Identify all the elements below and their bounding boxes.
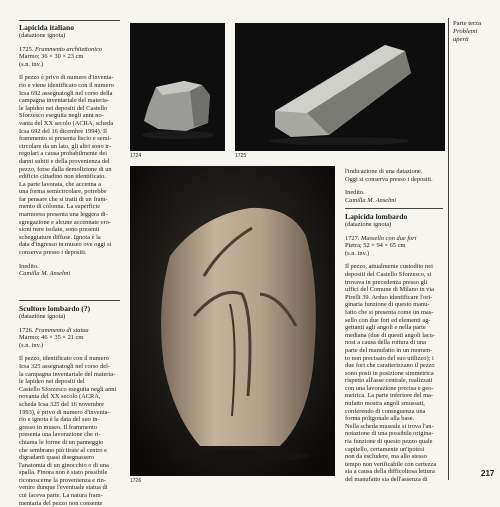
text-line: non da escludere, ma allo stesso (345, 453, 427, 461)
entry-status: Inedito. (345, 189, 365, 197)
architectural-fragment-image (130, 23, 225, 151)
text-line: conserva presso i depositi. (19, 249, 87, 257)
entry-dating: (datazione ignota) (19, 32, 66, 39)
entry-object: Massello con due fori (361, 234, 417, 242)
stone-block-image (235, 23, 445, 151)
text-line: Icsa 692 del 16 dicembre 1994). Il (19, 127, 107, 135)
text-line: La parte lavorata, che accenna a (19, 180, 101, 188)
entry-title: Lapicida italiano (19, 23, 75, 32)
entry-number: 1727. (345, 234, 360, 242)
text-line: sgregazione e alcune accennate ero- (19, 218, 111, 226)
text-line: forma poligonale alla base. (345, 415, 415, 423)
text-line: riconoscerne la provenienza e rin- (19, 476, 106, 484)
text-line: conferendo di conseguenza una (345, 407, 426, 415)
text-line: rio e ignota è la data del suo in- (19, 416, 100, 424)
entry-author: Camilla M. Anselmi (345, 196, 397, 204)
photo-fragment-1724 (130, 23, 225, 151)
text-line: to non precisato del suo utilizzo); i (345, 354, 434, 362)
entry-dating: (datazione ignota) (19, 313, 66, 320)
entry-dating: (datazione ignota) (345, 221, 392, 228)
text-line: marmorea presenta una leggera di- (19, 211, 108, 219)
entry-inventory: (s.n. inv.) (345, 249, 370, 257)
text-line: spalla. Finora non è stato possibile (19, 469, 108, 477)
text-line: l'indicazione di una datazione. (345, 168, 423, 175)
text-line: depositi del Castello Sforzesco, si (345, 270, 432, 278)
text-line: nufatto mostra angoli smussati, (345, 400, 425, 408)
caption-1724: 1724 (130, 153, 142, 159)
text-line: le lapideo nei depositi del (19, 378, 85, 386)
entry-inventory: (s.n. inv.) (19, 60, 44, 68)
text-line: notazione di una possibile origina- (345, 430, 434, 438)
text-line: sello con due fori ed elementi ag- (345, 316, 431, 324)
text-line: sono posti in posizione simmetrica (345, 369, 434, 377)
text-line: gettanti agli angoli e nella parte (345, 324, 426, 332)
text-line: le lapideo nei depositi del Castello (19, 104, 108, 112)
entry-author: Camilla M. Anselmi (19, 270, 71, 278)
text-line: regolari a causa probabilmente dei (19, 150, 108, 158)
text-line: la campagna inventariale del materia- (19, 370, 116, 378)
text-line: far pensare che si tratti di un fram- (19, 195, 108, 203)
text-line: sia a causa della difficoltosa lettura (345, 468, 435, 476)
text-line: Il pezzo, attualmente custodito nei (345, 263, 433, 271)
section-title: Parte terza (453, 20, 482, 27)
caption-1725: 1725 (235, 153, 247, 159)
text-line: Il pezzo, identificato con il numero (19, 355, 109, 363)
page-number: 217 (481, 469, 495, 478)
entry-status: Inedito. (19, 262, 39, 270)
text-line: capitello, certamente un'ipotesi (345, 445, 425, 453)
text-line: gresso in museo. Il frammento (19, 423, 97, 431)
section-sidebar (453, 20, 497, 44)
text-line: pezzo, forse dalla demolizione di un (19, 165, 112, 173)
entry-1726-continuation (345, 168, 443, 204)
text-line: rio e viene identificato con il numero (19, 81, 114, 89)
entry-body (19, 355, 120, 507)
entry-divider-left (19, 300, 120, 301)
text-line: venire dunque l'eventuale statua di (19, 484, 108, 492)
caption-1726: 1726 (130, 478, 142, 484)
text-line: uffici del Comune di Milano in via (345, 286, 434, 294)
text-line: Icsa 325 assegnatogli nel corso del- (19, 362, 111, 370)
text-line: Pirelli 39. Arduo identificare l'ori- (345, 293, 433, 301)
text-line: ginaria funzione di questo manu- (345, 301, 430, 309)
text-line: con una lavorazione precisa e geo- (345, 384, 434, 392)
entry-divider-right (345, 208, 443, 209)
text-line: parte del manufatto in un momen- (345, 346, 433, 354)
statue-fragment-image (130, 166, 335, 476)
sidebar-rule (448, 18, 449, 480)
text-line: digradanti quasi disegnassero (19, 454, 95, 462)
text-line: Il pezzo è privo di numero d'inventa- (19, 74, 114, 82)
entry-body (345, 263, 443, 483)
entry-object: Frammento architettonico (35, 45, 103, 53)
entry-1726 (19, 304, 120, 507)
text-line: frammento si presenta liscio e semi- (19, 135, 112, 143)
entry-1725 (19, 23, 120, 278)
text-line: rispetto all'asse centrale, realizzati (345, 377, 433, 385)
text-line: trovava in precedenza presso gli (345, 278, 428, 286)
text-line: 1993), è privo di numero d'inventa- (19, 408, 110, 416)
text-line: Sforzesco eseguita negli anni no- (19, 112, 104, 120)
continuation-body (345, 168, 443, 183)
section-subtitle-2: aperti (453, 36, 469, 43)
text-line: mento di colonna. La superficie (19, 203, 101, 211)
text-line: campagna inventariale del materia- (19, 97, 109, 105)
text-line: mentaria del pezzo non consente (19, 499, 103, 507)
text-line: sioni nere isolate, sono presenti (19, 226, 100, 234)
text-line: novanta del XX secolo (ACRA, (19, 393, 101, 401)
text-line: presenta una lavorazione che ri- (19, 431, 101, 439)
entry-number: 1725. (19, 45, 34, 53)
text-line: Icsa 692 assegnatogli nel corso della (19, 89, 113, 97)
text-line: tempo non verificabile con certezza (345, 460, 437, 468)
text-line: del manufatto sia dell'assenza di (345, 476, 428, 483)
top-rule-left (19, 20, 120, 21)
text-line: una forma semicircolare, potrebbe (19, 188, 107, 196)
text-line: fatto che si presenta come un mas- (345, 308, 434, 316)
text-line: nosi a causa della rottura di una (345, 339, 426, 347)
text-line: Nella scheda museale si trova l'an- (345, 422, 434, 430)
text-line: edificio cittadino non identificato. (19, 173, 106, 181)
photo-block-1725 (235, 23, 445, 151)
section-subtitle-1: Problemi (453, 28, 478, 35)
text-line: Oggi si conserva presso i depositi. (345, 175, 433, 183)
entry-material: Marmo; 36 × 30 × 23 cm (19, 53, 84, 61)
text-line: chiama le forme di un panneggio (19, 438, 104, 446)
entry-1727 (345, 212, 443, 484)
text-line: data d'ingresso in museo ove oggi si (19, 241, 112, 249)
photo-statue-1726 (130, 166, 335, 476)
text-line: cui faceva parte. La natura fram- (19, 492, 103, 500)
entry-number: 1726. (19, 326, 34, 334)
text-line: Castello Sforzesco eseguita negli anni (19, 385, 117, 393)
text-line: scheda Icsa 325 del 16 novembre (19, 400, 105, 408)
entry-inventory: (s.n. inv.) (19, 341, 44, 349)
entry-title: Scultore lombardo (?) (19, 304, 91, 313)
text-line: due fori che caratterizzano il pezzo (345, 362, 435, 370)
text-line: mediana (due di questi angoli lacu- (345, 331, 435, 339)
text-line: che sembrano più tirate al centro e (19, 446, 108, 454)
entry-material: Marmo; 46 × 35 × 21 cm (19, 334, 84, 342)
text-line: metrica. La parte inferiore del ma- (345, 392, 433, 400)
entry-body (19, 74, 120, 256)
text-line: circolare da un lato, gli altri sono ir- (19, 142, 112, 150)
text-line: vanta del XX secolo (ACRA, scheda (19, 119, 114, 127)
text-line: scheggiature diffuse. Ignota è la (19, 233, 101, 241)
entry-title: Lapicida lombardo (345, 212, 408, 221)
text-line: l'anatomia di un ginocchio o di una (19, 461, 109, 469)
entry-object: Frammento di statua (35, 326, 89, 334)
text-line: danni subiti e della provenienza del (19, 157, 110, 165)
entry-material: Pietra; 52 × 94 × 65 cm (345, 242, 406, 250)
text-line: ria funzione di questo pezzo quale (345, 438, 433, 446)
